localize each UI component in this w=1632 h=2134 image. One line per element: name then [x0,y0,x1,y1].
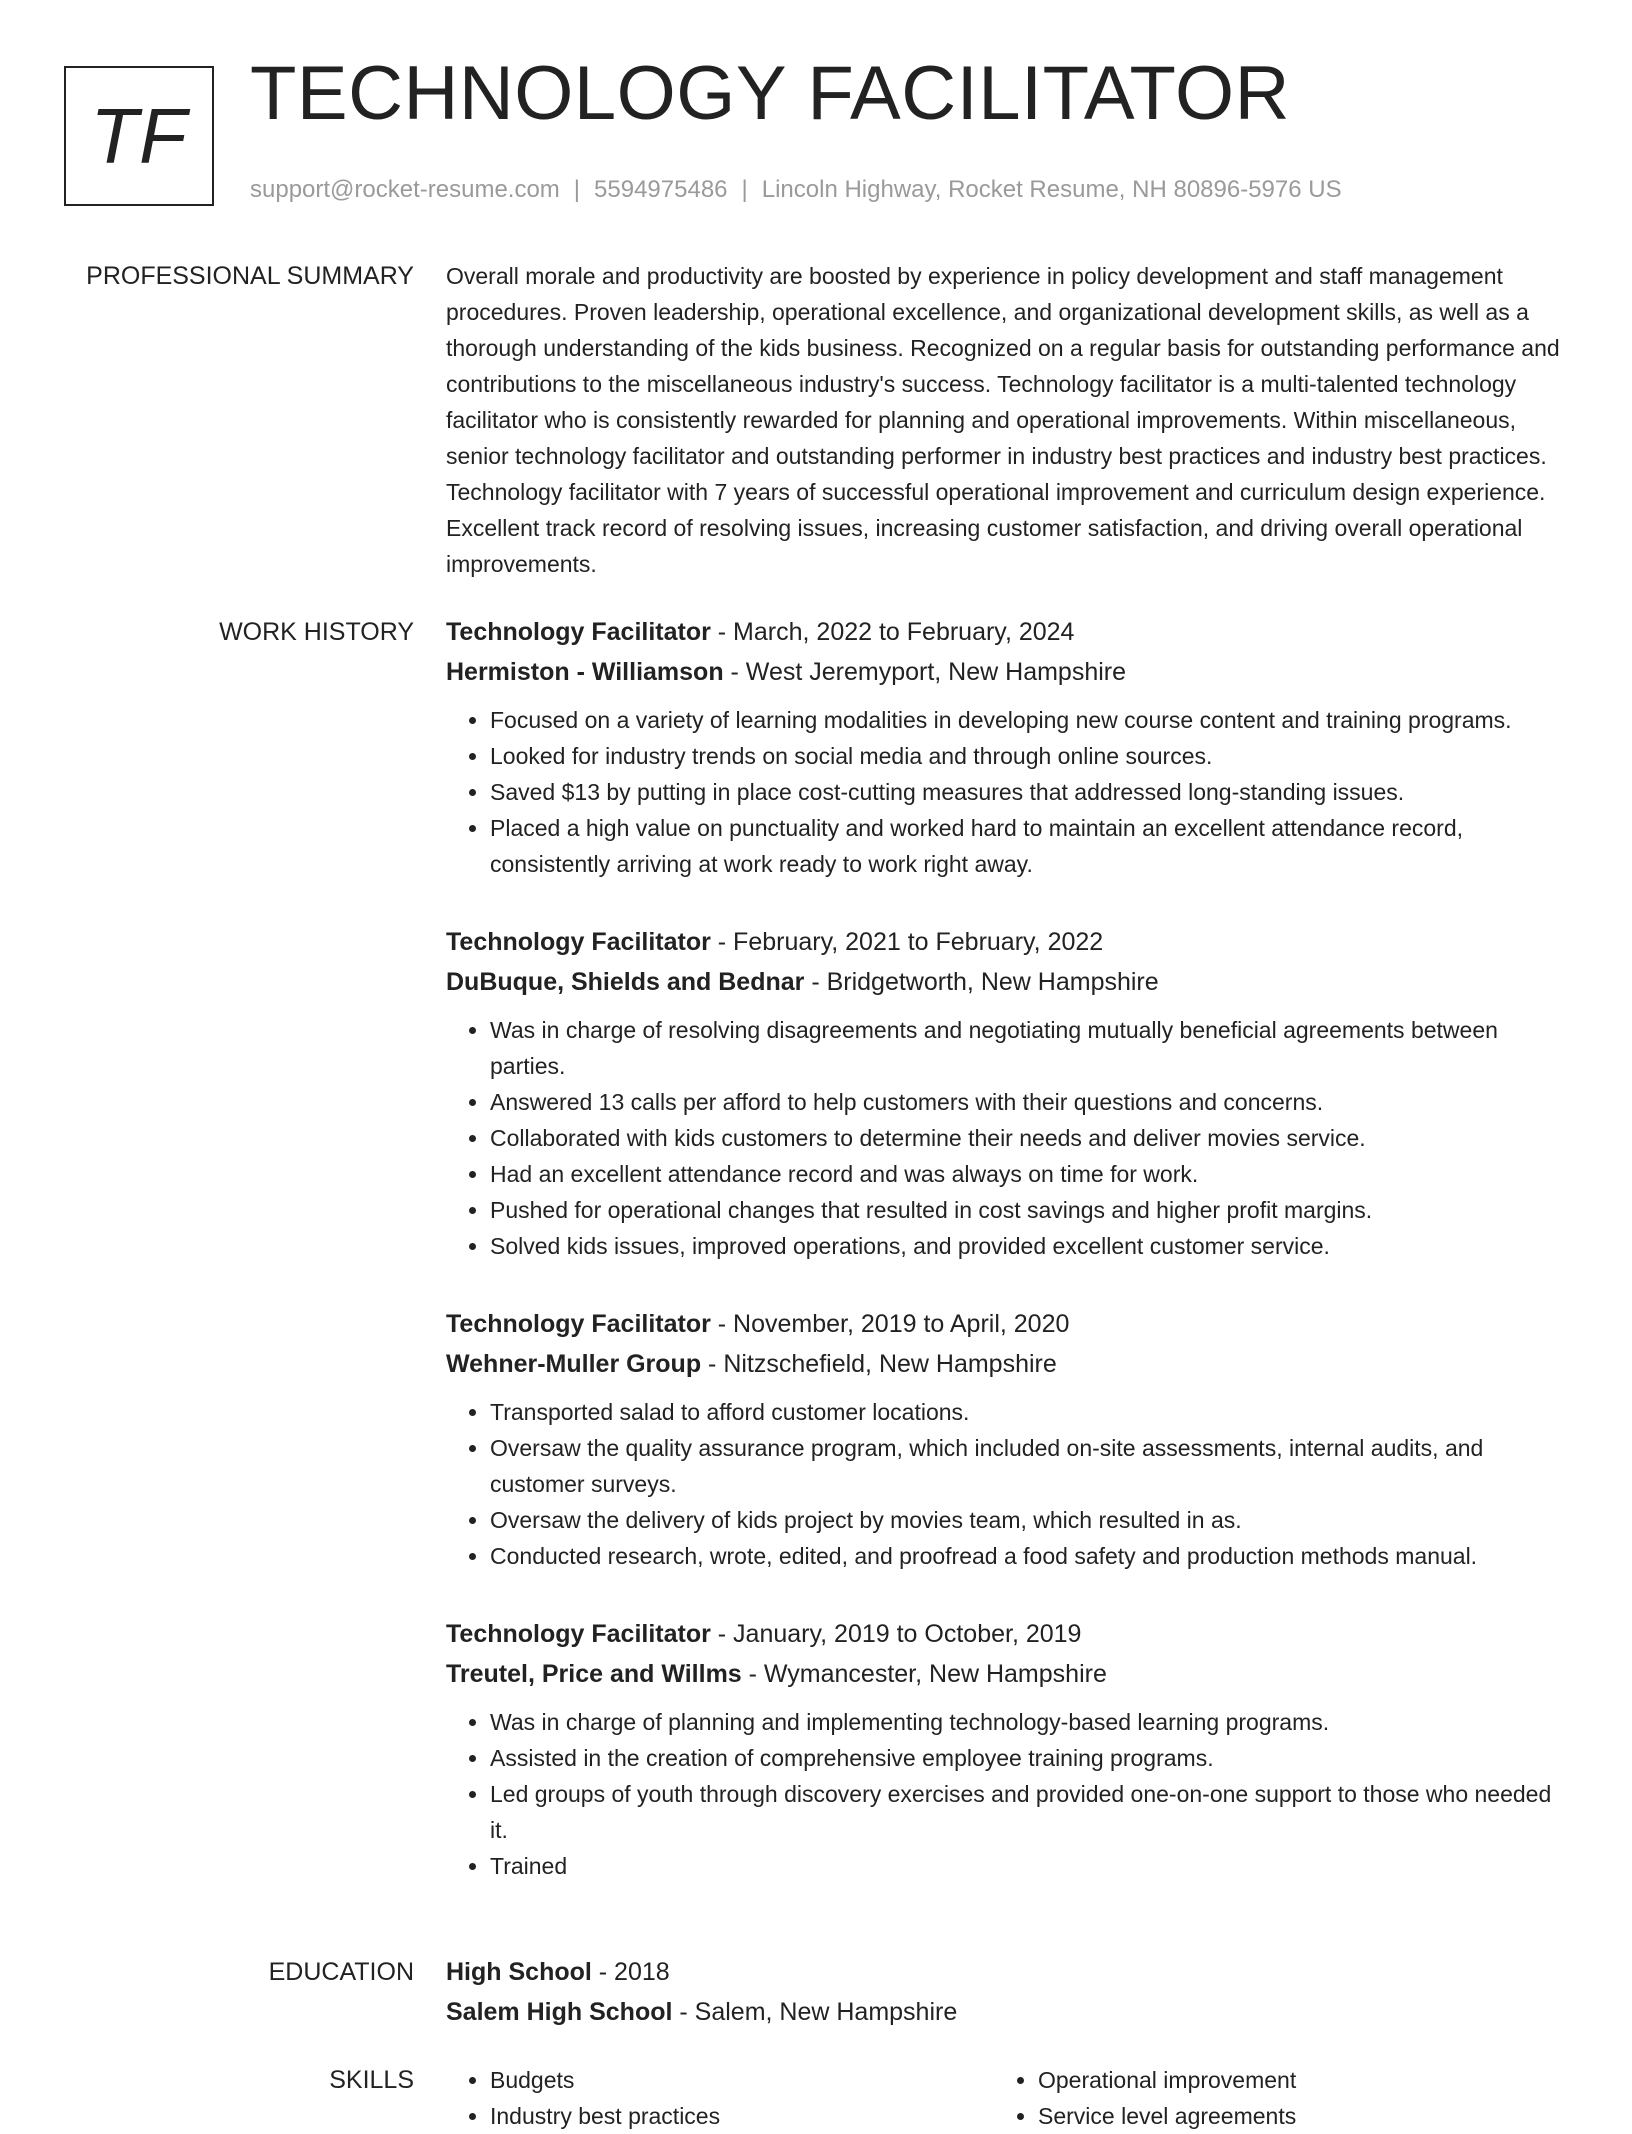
job-company: Treutel, Price and Willms [446,1660,742,1688]
job-title-line [446,922,1571,962]
job-location: - Bridgetworth, New Hampshire [804,968,1159,996]
job-title: Technology Facilitator [446,618,711,646]
job-company-line [446,652,1571,692]
education-school: Salem High School [446,1998,673,2026]
contact-email[interactable]: support@rocket-resume.com [250,176,560,203]
job-bullets [446,1704,1571,1884]
bullet-item: • Assisted in the creation of comprehensive employee training programs. [490,1740,1571,1776]
job-dates: - January, 2019 to October, 2019 [710,1620,1082,1648]
monogram-initials: TF [90,91,188,180]
skill-item: • Industry best practices [490,2098,994,2134]
job-company: DuBuque, Shields and Bednar [446,968,805,996]
job-bullets [446,702,1571,882]
job-entry [446,922,1571,1264]
education-year: - 2018 [591,1958,670,1986]
job-bullets [446,1012,1571,1264]
job-title: Technology Facilitator [446,1310,711,1338]
contact-separator: | [741,176,748,203]
bullet-item: • Looked for industry trends on social media and through online sources. [490,738,1571,774]
job-title-line [446,612,1571,652]
section-heading: PROFESSIONAL SUMMARY [86,262,414,290]
job-company-line [446,1344,1571,1384]
skill-item: • Operational improvement [1038,2062,1542,2098]
bullet-item: • Conducted research, wrote, edited, and proofread a food safety and production methods manual. [490,1538,1571,1574]
job-company-line [446,1654,1571,1694]
job-dates: - February, 2021 to February, 2022 [710,928,1104,956]
education-location: - Salem, New Hampshire [672,1998,958,2026]
bullet-item: • Pushed for operational changes that resulted in cost savings and higher profit margins. [490,1192,1571,1228]
education-degree-line [446,1952,1571,1992]
job-bullets [446,1394,1571,1574]
job-entry [446,1304,1571,1574]
section-body [446,612,1571,1924]
section-body [446,1952,1571,2032]
bullet-item: • Answered 13 calls per afford to help customers with their questions and concerns. [490,1084,1571,1120]
job-company-line [446,962,1571,1002]
skills-grid [446,2062,1571,2134]
section-heading: WORK HISTORY [219,618,414,646]
page-title: TECHNOLOGY FACILITATOR [250,51,1291,136]
job-location: - West Jeremyport, New Hampshire [723,658,1127,686]
section-body [446,2062,1571,2134]
job-title: Technology Facilitator [446,928,711,956]
job-title: Technology Facilitator [446,1620,711,1648]
contact-phone[interactable]: 5594975486 [594,176,728,203]
bullet-item: • Collaborated with kids customers to determine their needs and deliver movies service. [490,1120,1571,1156]
job-location: - Nitzschefield, New Hampshire [701,1350,1057,1378]
contact-address: Lincoln Highway, Rocket Resume, NH 80896-5976 US [761,176,1342,203]
skill-item: • Budgets [490,2062,994,2098]
skills-column-left [446,2062,994,2134]
bullet-item: • Trained [490,1848,1571,1884]
job-entry [446,612,1571,882]
bullet-item: • Was in charge of planning and implementing technology-based learning programs. [490,1704,1571,1740]
job-location: - Wymancester, New Hampshire [741,1660,1107,1688]
section-body [446,258,1571,582]
skill-item: • Service level agreements [1038,2098,1542,2134]
section-heading: SKILLS [329,2066,414,2094]
skills-column-right [994,2062,1542,2134]
bullet-item: • Transported salad to afford customer locations. [490,1394,1571,1430]
bullet-item: • Had an excellent attendance record and was always on time for work. [490,1156,1571,1192]
job-entry [446,1614,1571,1884]
section-heading: EDUCATION [268,1958,414,1986]
bullet-item: • Solved kids issues, improved operations, and provided excellent customer service. [490,1228,1571,1264]
bullet-item: • Was in charge of resolving disagreements and negotiating mutually beneficial agreements between parties. [490,1012,1571,1084]
bullet-item: • Focused on a variety of learning modalities in developing new course content and training programs. [490,702,1571,738]
bullet-item: • Oversaw the quality assurance program, which included on-site assessments, internal audits, and customer surveys. [490,1430,1571,1502]
job-dates: - November, 2019 to April, 2020 [710,1310,1070,1338]
bullet-item: • Oversaw the delivery of kids project by movies team, which resulted in as. [490,1502,1571,1538]
contact-line [250,176,1342,204]
contact-separator: | [573,176,581,203]
job-company: Wehner-Muller Group [446,1350,702,1378]
bullet-item: • Saved $13 by putting in place cost-cutting measures that addressed long-standing issues. [490,774,1571,810]
bullet-item: • Placed a high value on punctuality and worked hard to maintain an excellent attendance record, consistently arriving at work ready to work right away. [490,810,1571,882]
summary-text: Overall morale and productivity are boosted by experience in policy development and staff management procedures. Proven leadership, operational excellence, and organizational development skills, as well as a thorough understanding of the kids business. Recognized on a regular basis for outstanding performance and contributions to the miscellaneous industry's success. Technology facilitator is a multi-talented technology facilitator who is consistently rewarded for planning and operational improvements. Within miscellaneous, senior technology facilitator and outstanding performer in industry best practices and industry best practices. Technology facilitator with 7 years of successful operational improvement and curriculum design experience. Excellent track record of resolving issues, increasing customer satisfaction, and driving overall operational improvements. [446,263,1560,577]
job-title-line [446,1304,1571,1344]
education-degree: High School [446,1958,592,1986]
job-company: Hermiston - Williamson [446,658,724,686]
job-dates: - March, 2022 to February, 2024 [710,618,1075,646]
monogram-box [64,66,214,206]
education-school-line [446,1992,1571,2032]
bullet-item: • Led groups of youth through discovery exercises and provided one-on-one support to those who needed it. [490,1776,1571,1848]
job-title-line [446,1614,1571,1654]
